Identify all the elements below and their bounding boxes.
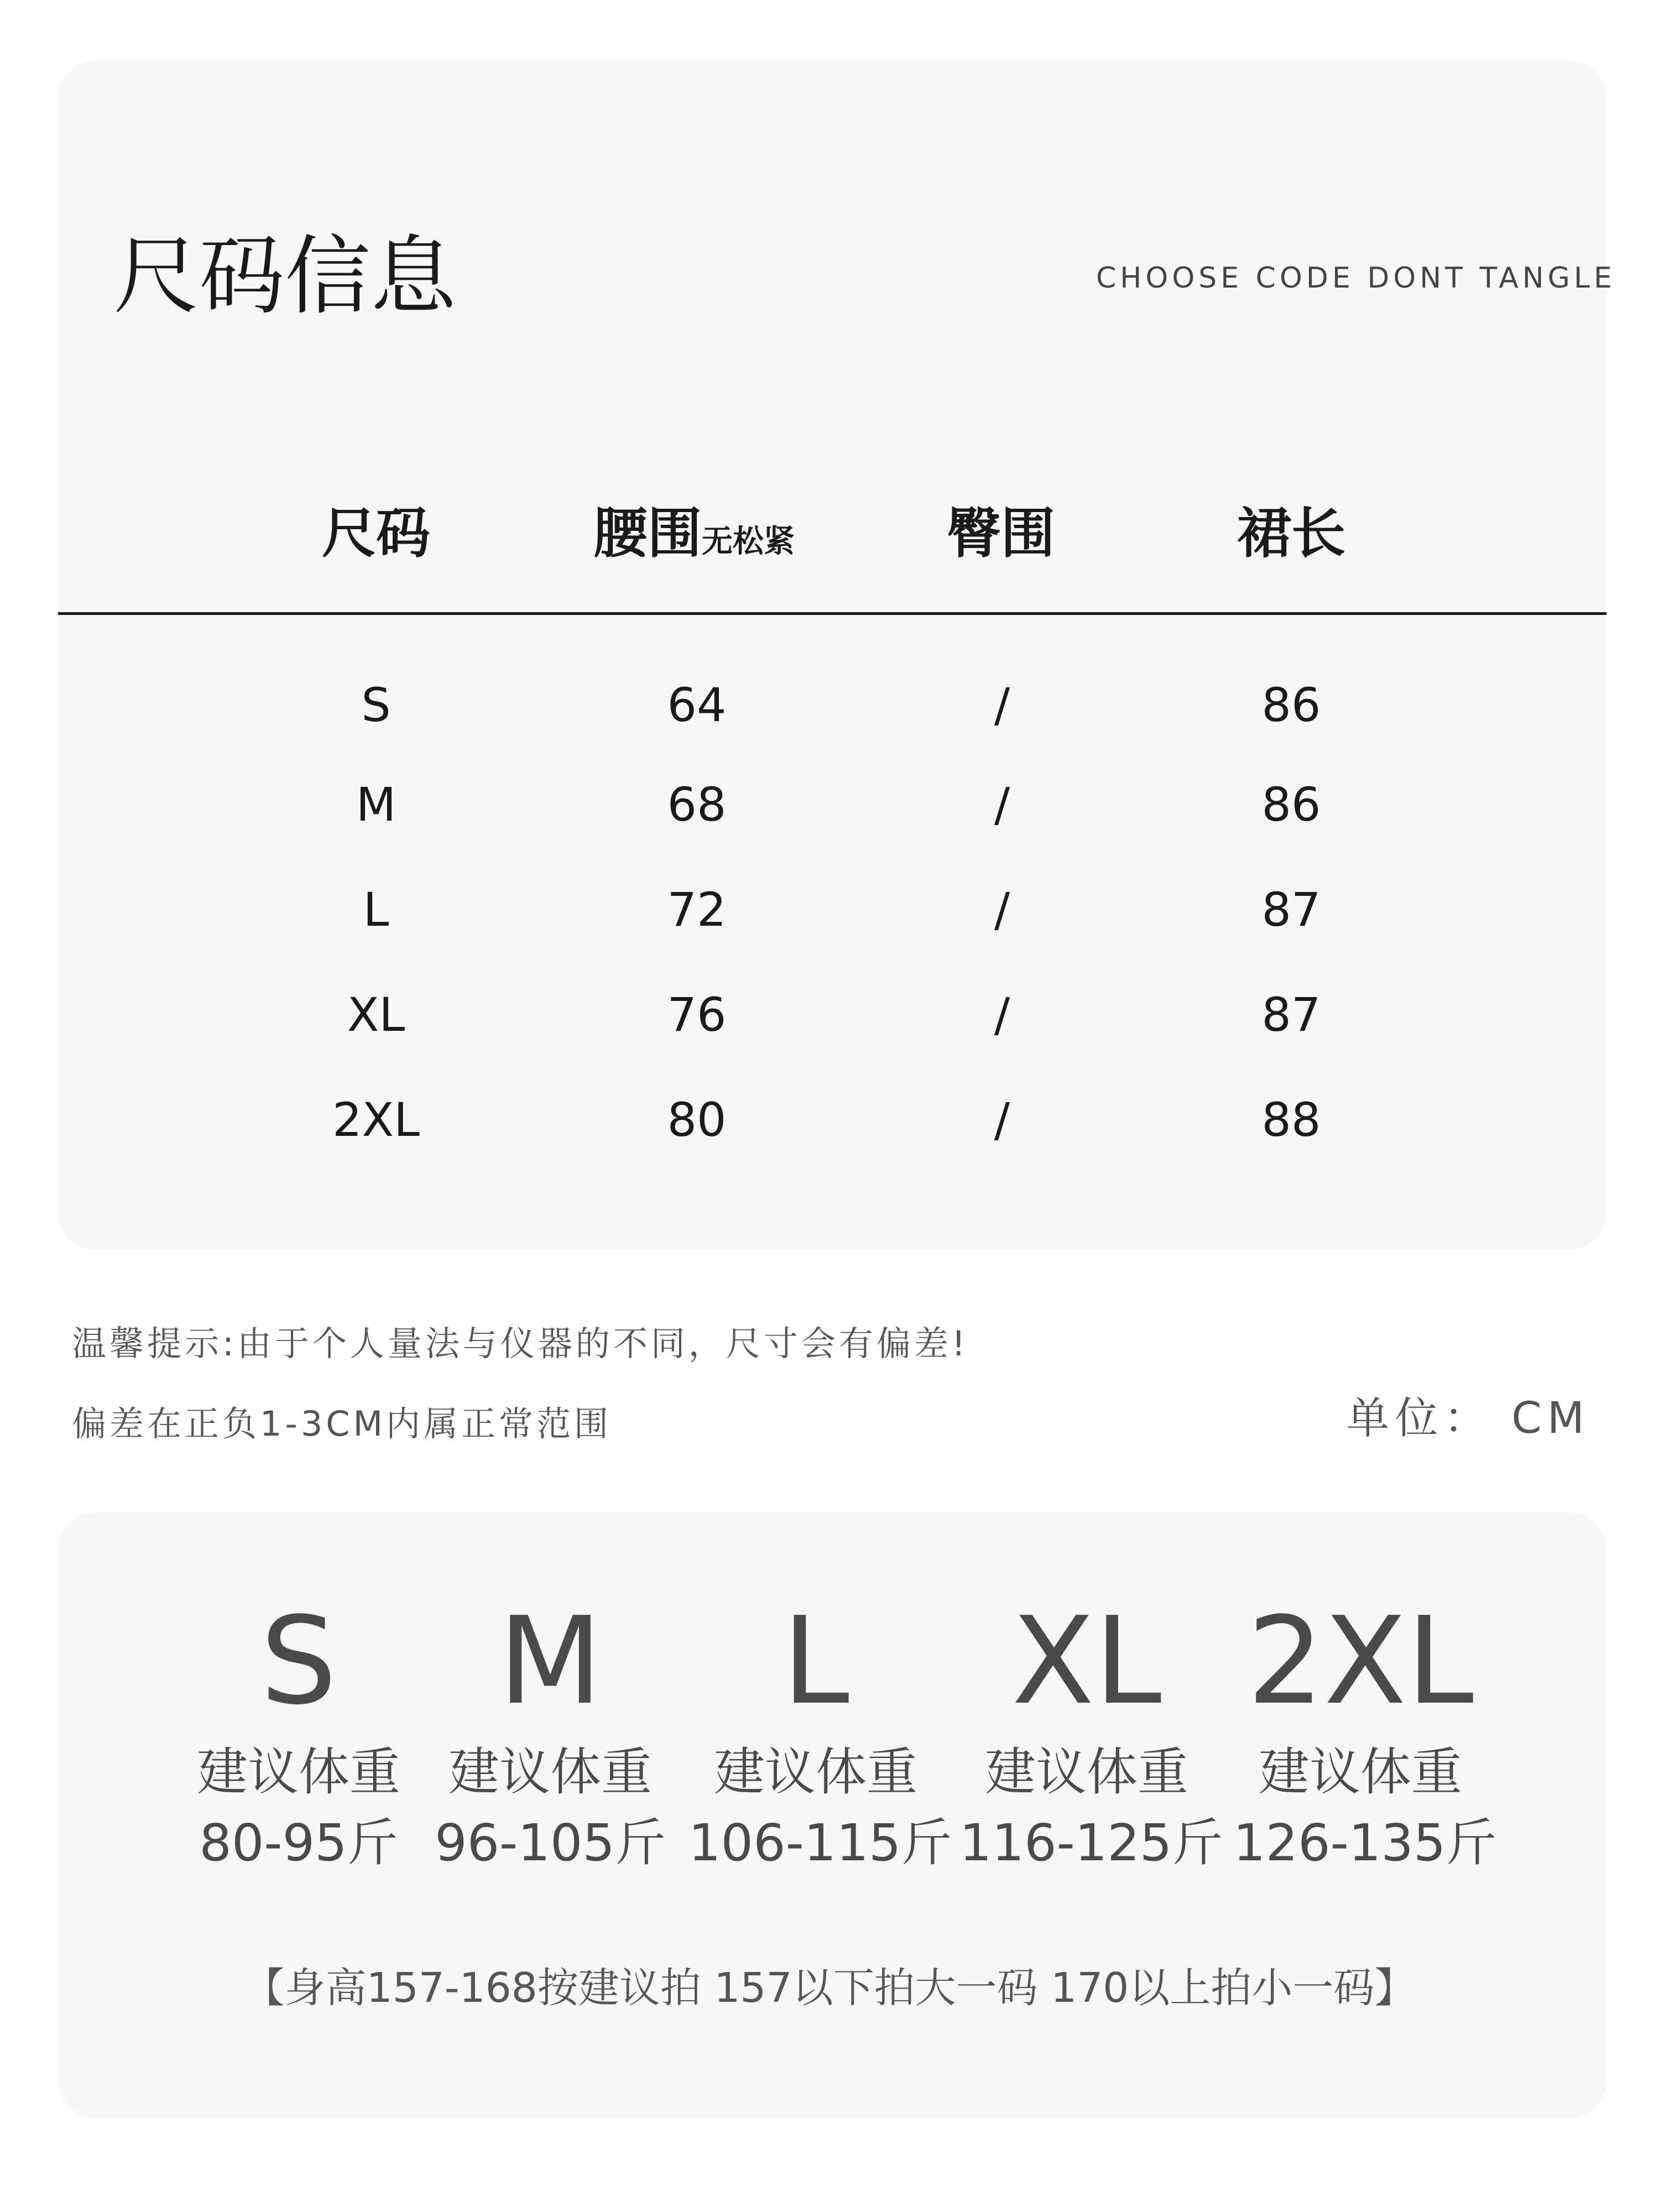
table-row [0, 774, 1659, 835]
weight-range: 116-125斤 [959, 1813, 1223, 1872]
waist-cell: 72 [667, 883, 727, 937]
weight-range: 126-135斤 [1233, 1813, 1497, 1872]
height-footnote: 【身高157-168按建议拍 157以下拍大一码 170以上拍小一码】 [243, 1964, 1416, 2012]
weight-range: 106-115斤 [688, 1813, 952, 1872]
weight-column-m [423, 1593, 677, 1876]
size-letter: S [260, 1592, 337, 1731]
column-header-hip [947, 500, 1055, 567]
hip-cell: / [994, 778, 1010, 832]
table-row [0, 879, 1659, 940]
weight-label: 建议体重 [713, 1743, 917, 1802]
column-header-label: 臀围 [946, 502, 1056, 565]
table-row [0, 675, 1659, 735]
length-cell: 87 [1261, 883, 1321, 937]
column-header-size [322, 500, 430, 567]
column-header-label: 尺码 [321, 502, 431, 565]
page-subtitle: CHOOSE CODE DONT TANGLE [1096, 262, 1616, 295]
header-divider [58, 612, 1606, 615]
weight-column-2xl [1233, 1592, 1497, 1876]
waist-cell: 76 [667, 988, 727, 1042]
waist-cell: 64 [667, 678, 727, 732]
weight-label: 建议体重 [196, 1743, 400, 1802]
table-row [0, 984, 1659, 1045]
hip-cell: / [994, 988, 1010, 1042]
length-cell: 86 [1261, 778, 1321, 832]
tip-line-1: 温馨提示:由于个人量法与仪器的不同，尺寸会有偏差! [72, 1323, 969, 1364]
size-cell: L [363, 883, 389, 937]
unit-label: 单位： CM [1346, 1394, 1590, 1443]
weight-column-l [688, 1592, 952, 1876]
size-cell: XL [347, 988, 405, 1042]
weight-label: 建议体重 [448, 1743, 652, 1802]
page-title: 尺码信息 [113, 226, 456, 326]
table-row [0, 1089, 1659, 1150]
waist-cell: 80 [667, 1093, 727, 1147]
column-header-note: 无松紧 [702, 524, 795, 560]
weight-range: 80-95斤 [199, 1813, 398, 1872]
column-header-label: 裙长 [1237, 502, 1346, 565]
size-letter: 2XL [1247, 1592, 1474, 1731]
weight-column-xl [959, 1592, 1223, 1876]
weight-label: 建议体重 [984, 1743, 1188, 1802]
weight-column-s [171, 1593, 426, 1876]
hip-cell: / [994, 678, 1010, 732]
column-header-waist [593, 500, 795, 567]
tip-line-2: 偏差在正负1-3CM内属正常范围 [72, 1404, 612, 1444]
length-cell: 87 [1261, 988, 1321, 1042]
column-header-skirt-length [1237, 500, 1345, 567]
length-cell: 88 [1261, 1093, 1321, 1147]
weight-label: 建议体重 [1258, 1743, 1462, 1802]
size-letter: L [782, 1592, 849, 1731]
waist-cell: 68 [667, 778, 727, 832]
weight-range: 96-105斤 [435, 1813, 666, 1872]
length-cell: 86 [1261, 678, 1321, 732]
hip-cell: / [994, 1093, 1010, 1147]
column-header-label: 腰围 [593, 502, 702, 565]
size-cell: M [356, 778, 397, 832]
size-cell: 2XL [332, 1093, 420, 1147]
hip-cell: / [994, 883, 1010, 937]
size-cell: S [361, 678, 391, 732]
size-letter: M [498, 1592, 603, 1731]
size-letter: XL [1011, 1592, 1162, 1731]
